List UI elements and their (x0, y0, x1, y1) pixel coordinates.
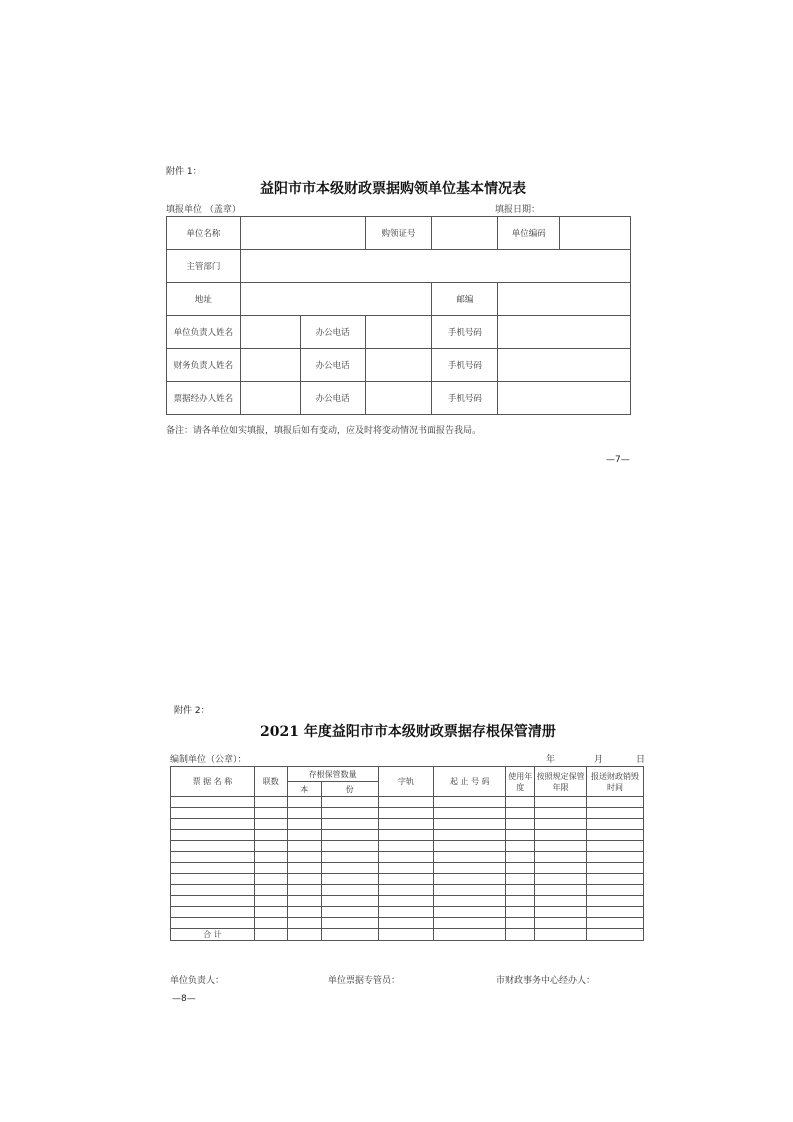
table-cell[interactable] (171, 863, 255, 874)
table-cell[interactable] (321, 819, 378, 830)
purchase-cert-label: 购领证号 (365, 217, 432, 250)
table-cell[interactable] (171, 885, 255, 896)
table-cell[interactable] (587, 808, 644, 819)
table-row (171, 863, 644, 874)
fill-date-label: 填报日期： (495, 205, 541, 215)
table-cell[interactable] (171, 841, 255, 852)
table-cell[interactable] (254, 830, 287, 841)
table-cell[interactable] (506, 852, 535, 863)
table-cell[interactable] (254, 797, 287, 808)
dept-field[interactable] (240, 250, 630, 283)
table-cell[interactable] (506, 874, 535, 885)
address-label: 地址 (167, 283, 241, 316)
unit-name-field[interactable] (240, 217, 365, 250)
total-cell[interactable] (254, 929, 287, 941)
mobile-label: 手机号码 (432, 382, 498, 415)
table-row (171, 918, 644, 929)
table-cell[interactable] (171, 819, 255, 830)
table-row (171, 841, 644, 852)
table-cell[interactable] (378, 841, 434, 852)
table-cell[interactable] (535, 896, 587, 907)
table-row (171, 907, 644, 918)
name-field[interactable] (240, 349, 300, 382)
table-cell[interactable] (587, 797, 644, 808)
table-cell[interactable] (254, 863, 287, 874)
mobile-field[interactable] (498, 316, 631, 349)
table-cell[interactable] (254, 841, 287, 852)
table-cell[interactable] (587, 841, 644, 852)
col-year-header: 使用年度 (506, 767, 535, 797)
attachment-label: 附件 1： (166, 167, 202, 177)
table-cell[interactable] (171, 896, 255, 907)
table-cell[interactable] (434, 808, 506, 819)
table-cell[interactable] (434, 797, 506, 808)
table-cell[interactable] (378, 852, 434, 863)
table-cell[interactable] (171, 808, 255, 819)
table-cell[interactable] (321, 874, 378, 885)
postcode-label: 邮编 (432, 283, 498, 316)
table-cell[interactable] (506, 841, 535, 852)
table-cell[interactable] (587, 830, 644, 841)
table-cell[interactable] (506, 797, 535, 808)
page-number: —7— (606, 455, 630, 465)
table-cell[interactable] (321, 907, 378, 918)
col-range-header: 起 止 号 码 (434, 767, 506, 797)
table-cell[interactable] (171, 852, 255, 863)
table-cell[interactable] (378, 830, 434, 841)
role-label: 票据经办人姓名 (167, 382, 241, 415)
total-cell[interactable] (378, 929, 434, 941)
col-destroy-header: 报送财政销毁时间 (587, 767, 644, 797)
table-cell[interactable] (321, 808, 378, 819)
note: 备注：请各单位如实填报，填报后如有变动，应及时将变动情况书面报告我局。 (166, 426, 482, 436)
table-cell[interactable] (378, 863, 434, 874)
table-cell[interactable] (287, 830, 321, 841)
dept-label: 主管部门 (167, 250, 241, 283)
table-cell[interactable] (434, 896, 506, 907)
office-phone-field[interactable] (365, 382, 432, 415)
table-cell[interactable] (378, 907, 434, 918)
unit-code-label: 单位编码 (498, 217, 560, 250)
office-phone-field[interactable] (365, 316, 432, 349)
table-cell[interactable] (287, 808, 321, 819)
address-field[interactable] (240, 283, 432, 316)
table-cell[interactable] (321, 885, 378, 896)
table-cell[interactable] (254, 918, 287, 929)
date-day: 日 (636, 755, 646, 765)
table-cell[interactable] (506, 808, 535, 819)
table-cell[interactable] (171, 907, 255, 918)
table-cell[interactable] (535, 852, 587, 863)
page-title: 2021 年度益阳市市本级财政票据存根保管清册 (260, 724, 556, 740)
unit-name-label: 单位名称 (167, 217, 241, 250)
table-cell[interactable] (506, 819, 535, 830)
table-cell[interactable] (434, 907, 506, 918)
office-phone-label: 办公电话 (300, 349, 365, 382)
footer-handler: 市财政事务中心经办人： (496, 976, 596, 986)
table-row (171, 819, 644, 830)
col-stub-qty-header: 存根保管数量 (287, 767, 378, 782)
table-cell[interactable] (287, 874, 321, 885)
table-cell[interactable] (587, 885, 644, 896)
table-cell[interactable] (535, 797, 587, 808)
table-cell[interactable] (321, 830, 378, 841)
mobile-label: 手机号码 (432, 349, 498, 382)
table-cell[interactable] (378, 819, 434, 830)
table-cell[interactable] (378, 808, 434, 819)
table-cell[interactable] (287, 819, 321, 830)
table-cell[interactable] (434, 830, 506, 841)
table-cell[interactable] (378, 885, 434, 896)
total-cell[interactable] (506, 929, 535, 941)
table-row (171, 797, 644, 808)
col-copies-header: 联数 (254, 767, 287, 797)
table-cell[interactable] (321, 863, 378, 874)
table-cell[interactable] (434, 918, 506, 929)
table-cell[interactable] (287, 863, 321, 874)
table-row (171, 830, 644, 841)
table-cell[interactable] (535, 819, 587, 830)
table-cell[interactable] (535, 907, 587, 918)
table-cell[interactable] (254, 907, 287, 918)
table-cell[interactable] (287, 907, 321, 918)
role-label: 单位负责人姓名 (167, 316, 241, 349)
office-phone-label: 办公电话 (300, 382, 365, 415)
table-cell[interactable] (587, 863, 644, 874)
table-cell[interactable] (506, 863, 535, 874)
total-cell[interactable] (587, 929, 644, 941)
table-cell[interactable] (434, 852, 506, 863)
unit-info-table (166, 216, 631, 415)
table-cell[interactable] (254, 852, 287, 863)
table-cell[interactable] (587, 852, 644, 863)
table-cell[interactable] (587, 819, 644, 830)
mobile-label: 手机号码 (432, 316, 498, 349)
table-cell[interactable] (535, 830, 587, 841)
page-title: 益阳市市本级财政票据购领单位基本情况表 (260, 181, 526, 197)
table-cell[interactable] (535, 874, 587, 885)
table-cell[interactable] (171, 918, 255, 929)
table-cell[interactable] (434, 885, 506, 896)
table-cell[interactable] (378, 874, 434, 885)
table-cell[interactable] (535, 841, 587, 852)
col-name-header: 票 据 名 称 (171, 767, 255, 797)
table-cell[interactable] (434, 874, 506, 885)
table-cell[interactable] (506, 885, 535, 896)
role-label: 财务负责人姓名 (167, 349, 241, 382)
office-phone-label: 办公电话 (300, 316, 365, 349)
table-cell[interactable] (506, 830, 535, 841)
table-cell[interactable] (506, 907, 535, 918)
table-cell[interactable] (587, 918, 644, 929)
table-cell[interactable] (287, 797, 321, 808)
stub-register-table (170, 766, 644, 941)
name-field[interactable] (240, 382, 300, 415)
total-label: 合 计 (171, 929, 255, 941)
mobile-field[interactable] (498, 349, 631, 382)
table-row (171, 885, 644, 896)
table-cell[interactable] (434, 841, 506, 852)
table-cell[interactable] (587, 874, 644, 885)
total-cell[interactable] (321, 929, 378, 941)
table-cell[interactable] (321, 841, 378, 852)
table-cell[interactable] (287, 918, 321, 929)
purchase-cert-field[interactable] (432, 217, 498, 250)
total-cell[interactable] (434, 929, 506, 941)
table-cell[interactable] (287, 852, 321, 863)
table-cell[interactable] (535, 863, 587, 874)
table-cell[interactable] (171, 797, 255, 808)
mobile-field[interactable] (498, 382, 631, 415)
table-cell[interactable] (378, 797, 434, 808)
table-cell[interactable] (321, 852, 378, 863)
footer-unit-head: 单位负责人： (170, 976, 225, 986)
fill-unit-label: 填报单位 （盖章） (166, 205, 241, 215)
date-year: 年 (546, 755, 556, 765)
table-cell[interactable] (321, 797, 378, 808)
table-cell[interactable] (535, 918, 587, 929)
postcode-field[interactable] (498, 283, 631, 316)
table-cell[interactable] (254, 896, 287, 907)
table-row (171, 874, 644, 885)
col-ben-header: 本 (287, 782, 321, 797)
table-cell[interactable] (535, 885, 587, 896)
table-cell[interactable] (254, 808, 287, 819)
table-row (171, 896, 644, 907)
col-track-header: 字轨 (378, 767, 434, 797)
total-cell[interactable] (535, 929, 587, 941)
table-cell[interactable] (254, 874, 287, 885)
total-cell[interactable] (287, 929, 321, 941)
table-cell[interactable] (171, 874, 255, 885)
table-cell[interactable] (378, 918, 434, 929)
table-cell[interactable] (254, 819, 287, 830)
footer-custodian: 单位票据专管员： (328, 976, 401, 986)
col-fen-header: 份 (321, 782, 378, 797)
table-cell[interactable] (378, 896, 434, 907)
table-row (171, 852, 644, 863)
table-row (171, 808, 644, 819)
table-cell[interactable] (434, 819, 506, 830)
table-cell[interactable] (254, 885, 287, 896)
table-cell[interactable] (535, 808, 587, 819)
name-field[interactable] (240, 316, 300, 349)
table-cell[interactable] (506, 896, 535, 907)
col-retention-header: 按照规定保管年限 (535, 767, 587, 797)
unit-code-field[interactable] (560, 217, 631, 250)
table-cell[interactable] (287, 885, 321, 896)
office-phone-field[interactable] (365, 349, 432, 382)
table-cell[interactable] (587, 896, 644, 907)
table-cell[interactable] (321, 918, 378, 929)
table-cell[interactable] (287, 896, 321, 907)
table-cell[interactable] (434, 863, 506, 874)
table-cell[interactable] (287, 841, 321, 852)
date-month: 月 (594, 755, 604, 765)
compile-unit-label: 编制单位（公章）： (170, 755, 247, 765)
table-cell[interactable] (171, 830, 255, 841)
table-cell[interactable] (506, 918, 535, 929)
table-cell[interactable] (587, 907, 644, 918)
page-number: —8— (172, 994, 196, 1004)
table-cell[interactable] (321, 896, 378, 907)
attachment-label: 附件 2： (174, 706, 210, 716)
